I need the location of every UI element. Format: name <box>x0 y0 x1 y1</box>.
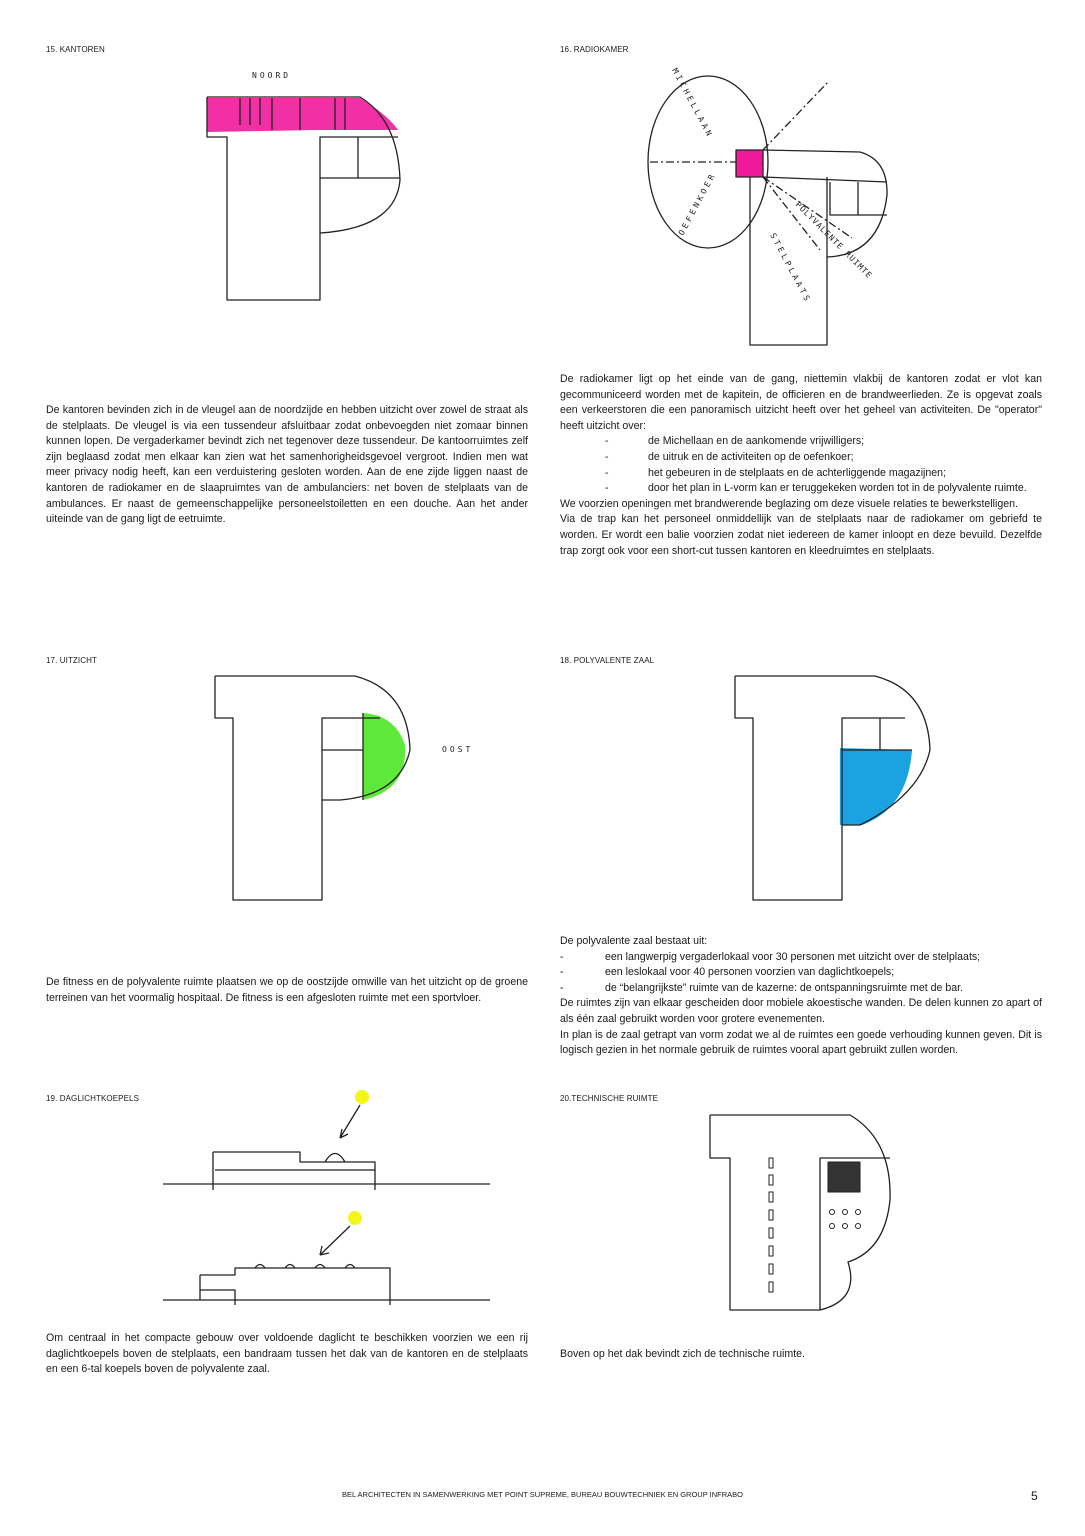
label-noord: NOORD <box>252 71 292 80</box>
list-item: - een langwerpig vergaderlokaal voor 30 personen met uitzicht over de stelplaats; <box>560 950 981 963</box>
text-uitzicht: De fitness en de polyvalente ruimte plaatsen we op de oostzijde omwille van het uitzicht op de groene terreinen van het voormalig hospitaal. De fitness is een afgesloten ruimte met een sportvloer. <box>46 976 528 1004</box>
label-stelplaats: STELPLAATS <box>768 231 813 305</box>
sketch-kantoren <box>207 71 400 300</box>
text-daglichtkoepels: Om centraal in het compacte gebouw over voldoende daglicht te beschikken voorzien we een rij daglichtkoepels boven de stelplaats, een bandraam tussen het dak van de kantoren en de stelplaats en een 6-tal koepels boven de polyvalente zaal. <box>46 1332 528 1376</box>
text-kantoren: De kantoren bevinden zich in de vleugel aan de noordzijde en hebben uitzicht over zowel de straat als de stelplaats. De vleugel is via een tussendeur afsluitbaar zodat onbevoegden niet zomaar binnen kunnen lopen. De vergaderkamer bevindt zich net tegenover deze tussendeur. De kantoorruimtes zelf zijn beglaasd zodat men elkaar kan zien wat het samenhorigheidsgevoel vergroot. Indien men wat meer privacy nodig heeft, kan een verduistering gesloten worden. Aan de ene zijde liggen naast de kantoren de radiokamer en de slaapruimtes van de ambulanciers: net boven de stelplaats van de ambulances. Er naast de gemeenschappelijke personeelstoiletten en een douche. Aan het ander uiteinde van de gang ligt de eetruimte. <box>46 404 528 526</box>
footer-text: BEL ARCHITECTEN IN SAMENWERKING MET POINT SUPREME, BUREAU BOUWTECHNIEK EN GROUP INFRABO <box>341 1490 744 1499</box>
label-michellaan: MICHELLAAN <box>670 66 715 140</box>
heading-radiokamer: 16. RADIOKAMER <box>560 45 629 54</box>
list-item: - de Michellaan en de aankomende vrijwilligers; <box>605 435 865 448</box>
label-oefenkoer: OEFENKOER <box>676 170 718 237</box>
sketch-radiokamer <box>648 67 887 345</box>
page-number: 5 <box>1031 1489 1038 1503</box>
list-item: - een leslokaal voor 40 personen voorzien van daglichtkoepels; <box>560 966 895 979</box>
heading-uitzicht: 17. UITZICHT <box>46 656 97 665</box>
list-item: - de uitruk en de activiteiten op de oefenkoer; <box>605 450 854 463</box>
list-item: - het gebeuren in de stelplaats en de achterliggende magazijnen; <box>605 466 947 479</box>
text-technische-ruimte: Boven op het dak bevindt zich de technische ruimte. <box>560 1348 805 1360</box>
heading-technische-ruimte: 20.TECHNISCHE RUIMTE <box>560 1094 659 1103</box>
label-polyvalente-ruimte: POLYVALENTE RUIMTE <box>793 200 874 281</box>
heading-daglichtkoepels: 19. DAGLICHTKOEPELS <box>46 1094 140 1103</box>
list-item: - door het plan in L-vorm kan er teruggekeken worden tot in de polyvalente ruimte. <box>605 482 1027 495</box>
sketch-uitzicht <box>215 676 473 900</box>
heading-polyvalente-zaal: 18. POLYVALENTE ZAAL <box>560 656 655 665</box>
text-radiokamer: De radiokamer ligt op het einde van de gang, niettemin vlakbij de kantoren zodat er vlot kan gecommuniceerd worden met de kapitein, de officieren en de brandweerlieden. Ze is opgevat zoals een verkeerstoren die een panoramisch uitzicht heeft over het geheel van activiteiten. De "operator" heeft uitzicht over: - de Michellaan en de aankomende vrijwilligers; - de uitruk en de activiteiten op de oefenkoer; - het gebeuren in de stelplaats en de achterliggende magazijnen; - door het plan in L-vorm kan er teruggekeken worden tot in de polyvalente ruimte. We voorzien openingen met brandwerende beglazing om deze visuele relaties te bewerkstelligen. Via de trap kan het personeel onmiddellijk van de stelplaats naar de radiokamer om gebriefd te worden. Er wordt een balie voorzien zodat niet iedereen de kamer inloopt en deze bevuild. Dezelfde trap zorgt ook voor een short-cut tussen kantoren en kleedruimtes en stelplaats. <box>560 373 1042 557</box>
sketch-daglichtkoepels <box>163 1090 490 1305</box>
list-item: - de “belangrijkste” ruimte van de kazerne: de ontspanningsruimte met de bar. <box>560 981 964 994</box>
text-polyvalente-zaal: De polyvalente zaal bestaat uit: - een langwerpig vergaderlokaal voor 30 personen met uitzicht over de stelplaats; - een leslokaal voor 40 personen voorzien van daglichtkoepels; - de “belangrijkste” ruimte van de kazerne: de ontspanningsruimte met de bar. De ruimtes zijn van elkaar gescheiden door mobiele akoestische wanden. De delen kunnen zo apart of als één zaal gebruikt worden voor grotere evenementen. In plan is de zaal getrapt van vorm zodat we al de ruimtes een goede verhouding kunnen geven. Dit is logisch gezien in het normale gebruik de ruimtes vooral apart gebruikt zullen worden. <box>560 935 1042 1057</box>
sketch-polyvalente-zaal <box>735 676 930 900</box>
label-oost: OOST <box>442 745 474 754</box>
sketch-technische-ruimte <box>710 1115 890 1310</box>
heading-kantoren: 15. KANTOREN <box>46 45 105 54</box>
